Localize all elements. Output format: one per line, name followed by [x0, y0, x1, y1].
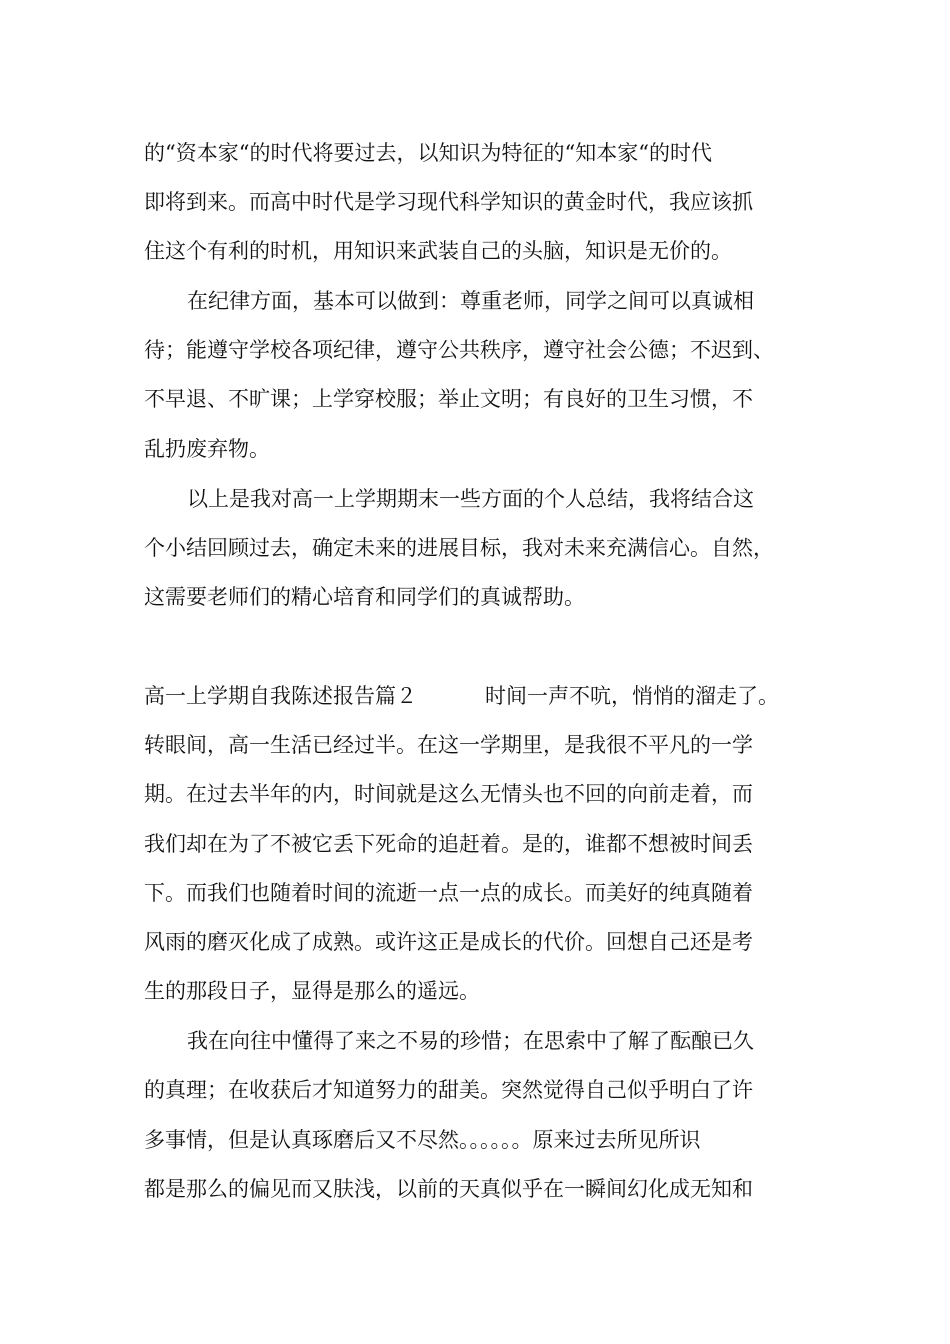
paragraph-line: 个小结回顾过去，确定未来的进展目标，我对未来充满信心。自然， [144, 536, 774, 560]
paragraph-line: 多事情，但是认真琢磨后又不尽然。。。。。。原来过去所见所识 [144, 1128, 701, 1152]
section-heading: 高一上学期自我陈述报告篇２ [144, 684, 417, 708]
paragraph-line: 我们却在为了不被它丢下死命的追赶着。是的，谁都不想被时间丢 [144, 832, 753, 856]
paragraph-line: 生的那段日子，显得是那么的遥远。 [144, 979, 480, 1003]
paragraph-line: 转眼间，高一生活已经过半。在这一学期里，是我很不平凡的一学 [144, 733, 753, 757]
paragraph-line: 即将到来。而高中时代是学习现代科学知识的黄金时代，我应该抓 [144, 190, 753, 214]
paragraph-line: 在纪律方面，基本可以做到：尊重老师，同学之间可以真诚相 [187, 289, 754, 313]
paragraph-line: 不早退、不旷课；上学穿校服；举止文明；有良好的卫生习惯，不 [144, 387, 753, 411]
paragraph-line: 下。而我们也随着时间的流逝一点一点的成长。而美好的纯真随着 [144, 881, 753, 905]
paragraph-line: 的“资本家“的时代将要过去，以知识为特征的“知本家“的时代 [144, 141, 712, 165]
paragraph-line: 住这个有利的时机，用知识来武装自己的头脑，知识是无价的。 [144, 239, 732, 263]
paragraph-line: 时间一声不吭，悄悄的溜走了。 [485, 684, 779, 708]
paragraph-line: 的真理；在收获后才知道努力的甜美。突然觉得自己似乎明白了许 [144, 1078, 753, 1102]
paragraph-line: 以上是我对高一上学期期末一些方面的个人总结，我将结合这 [187, 487, 754, 511]
paragraph-line: 都是那么的偏见而又肤浅，以前的天真似乎在一瞬间幻化成无知和 [144, 1177, 753, 1201]
paragraph-line: 风雨的磨灭化成了成熟。或许这正是成长的代价。回想自己还是考 [144, 930, 753, 954]
paragraph-line: 我在向往中懂得了来之不易的珍惜；在思索中了解了酝酿已久 [187, 1029, 754, 1053]
paragraph-line: 这需要老师们的精心培育和同学们的真诚帮助。 [144, 585, 585, 609]
paragraph-line: 乱扔废弃物。 [144, 437, 270, 461]
paragraph-line: 待；能遵守学校各项纪律，遵守公共秩序，遵守社会公德；不迟到、 [144, 338, 774, 362]
paragraph-line: 期。在过去半年的内，时间就是这么无情头也不回的向前走着，而 [144, 782, 753, 806]
